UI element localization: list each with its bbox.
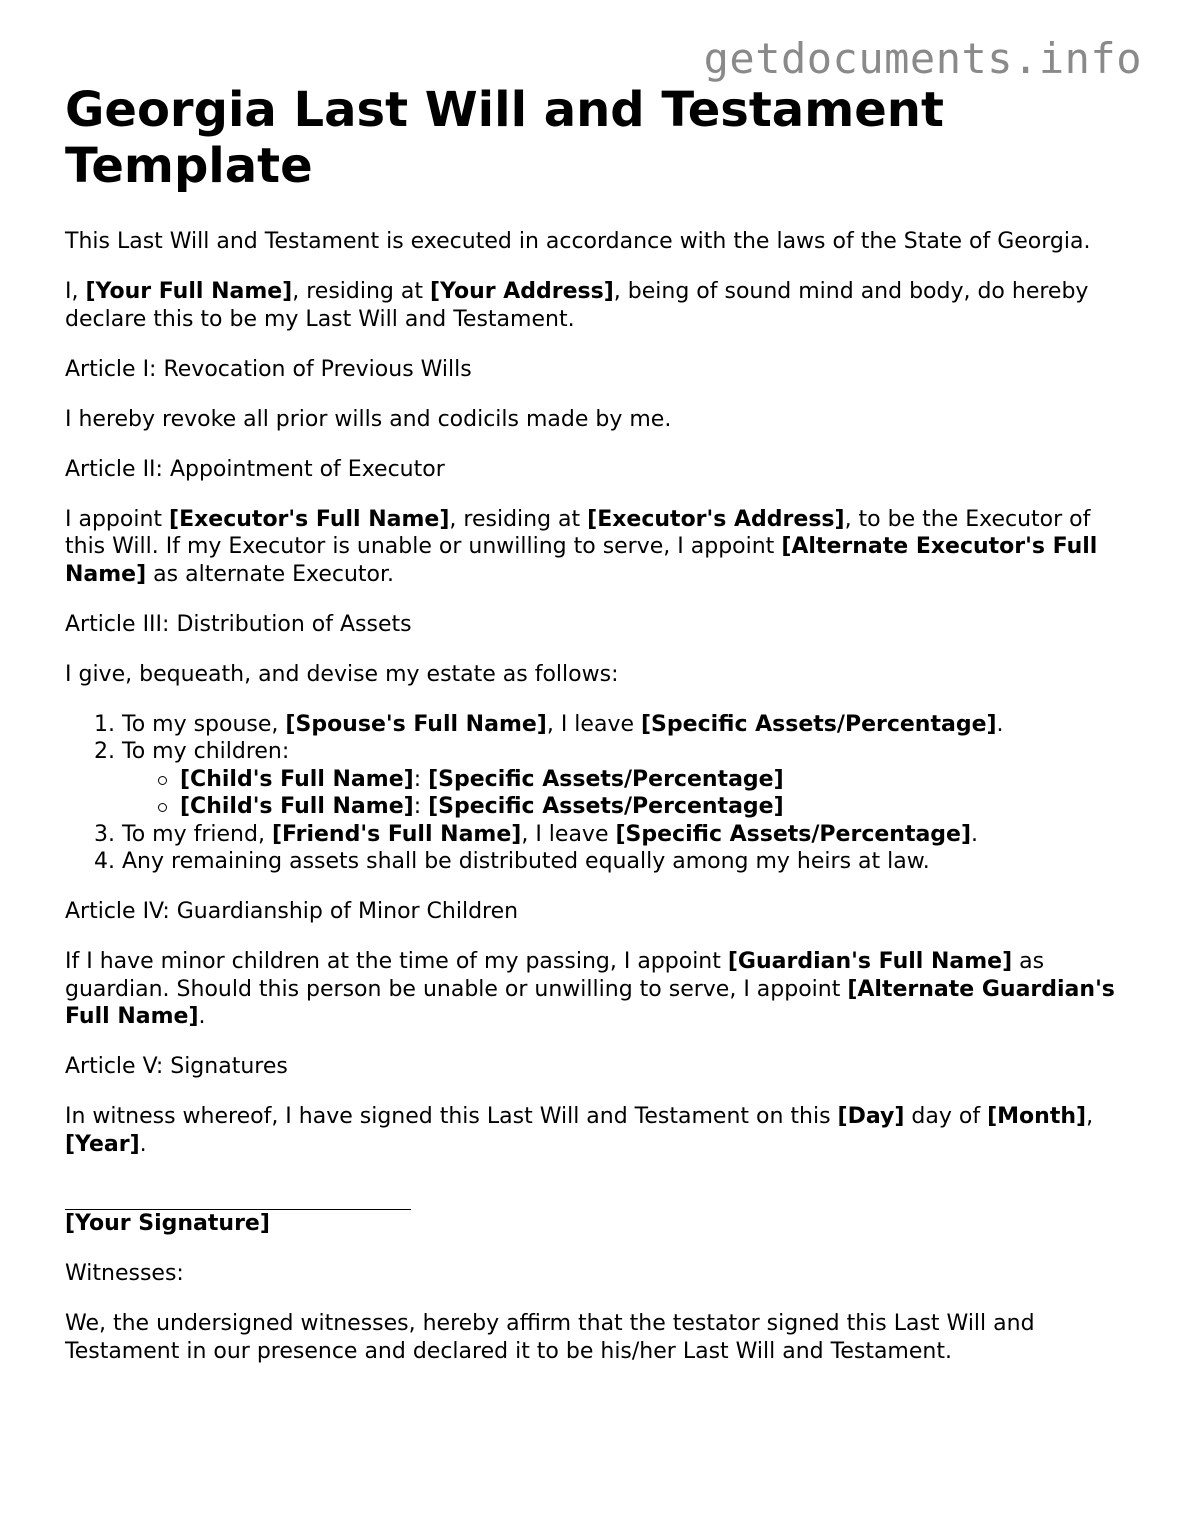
declaration-paragraph: I, [Your Full Name], residing at [Your Address], being of sound mind and body, do hereby declare this to be my Last Will and Testament. bbox=[65, 279, 1089, 332]
executor-address-placeholder: [Executor's Address] bbox=[587, 506, 845, 532]
year-placeholder: [Year] bbox=[65, 1131, 140, 1157]
children-list bbox=[122, 766, 1125, 821]
witnesses-text: We, the undersigned witnesses, hereby affirm that the testator signed this Last Will and Testament in our presence and declared it to be his/her Last Will and Testament. bbox=[65, 1311, 1035, 1364]
list-item: 2. To my children: [Child's Full Name]: [Specific Assets/Percentage] [Child's Full Name]: [Specific Assets/Percentage] bbox=[122, 738, 1125, 821]
article-4-heading: Article IV: Guardianship of Minor Children bbox=[65, 899, 519, 924]
article-1-text: I hereby revoke all prior wills and codicils made by me. bbox=[65, 406, 672, 432]
article-5-text: In witness whereof, I have signed this Last Will and Testament on this [Day] day of [Month], [Year]. bbox=[65, 1104, 1094, 1157]
list-item: [Child's Full Name]: [Specific Assets/Percentage] bbox=[180, 793, 1125, 821]
article-3-intro: I give, bequeath, and devise my estate as follows: bbox=[65, 661, 619, 687]
distribution-list bbox=[65, 711, 1125, 876]
testator-address-placeholder: [Your Address] bbox=[429, 279, 614, 304]
witnesses-heading: Witnesses: bbox=[65, 1261, 184, 1286]
list-item: 1. To my spouse, [Spouse's Full Name], I leave [Specific Assets/Percentage]. bbox=[122, 711, 1125, 739]
article-2-heading: Article II: Appointment of Executor bbox=[65, 456, 445, 482]
list-item: 3. To my friend, [Friend's Full Name], I leave [Specific Assets/Percentage]. bbox=[122, 821, 1125, 849]
signature-line bbox=[65, 1185, 411, 1210]
month-placeholder: [Month] bbox=[987, 1104, 1087, 1129]
article-2-text: I appoint [Executor's Full Name], residing at [Executor's Address], to be the Executor of this Will. If my Executor is unable or unwilling to serve, I appoint [Alternate Executor's Full Name] as alternate Executor. bbox=[65, 506, 1098, 587]
article-3-heading: Article III: Distribution of Assets bbox=[65, 611, 412, 637]
executor-name-placeholder: [Executor's Full Name] bbox=[169, 506, 450, 532]
list-item: 4. Any remaining assets shall be distributed equally among my heirs at law. bbox=[122, 848, 1125, 876]
watermark: getdocuments.info bbox=[703, 34, 1142, 83]
alternate-executor-placeholder: [Alternate Executor's Full Name] bbox=[65, 534, 1098, 587]
intro-paragraph: This Last Will and Testament is executed in accordance with the laws of the State of Georgia. bbox=[65, 229, 1091, 254]
article-4-text: If I have minor children at the time of my passing, I appoint [Guardian's Full Name] as guardian. Should this person be unable or unwilling to serve, I appoint [Alternate Guardian's Full Name]. bbox=[65, 949, 1115, 1029]
document-body bbox=[65, 82, 1125, 1365]
article-1-heading: Article I: Revocation of Previous Wills bbox=[65, 356, 472, 382]
list-item: [Child's Full Name]: [Specific Assets/Percentage] bbox=[180, 766, 1125, 794]
day-placeholder: [Day] bbox=[837, 1104, 905, 1129]
document-title: Georgia Last Will and Testament Template bbox=[65, 82, 944, 194]
article-5-heading: Article V: Signatures bbox=[65, 1054, 288, 1079]
guardian-name-placeholder: [Guardian's Full Name] bbox=[727, 949, 1013, 974]
testator-name-placeholder: [Your Full Name] bbox=[85, 279, 293, 304]
signature-label: [Your Signature] bbox=[65, 1211, 270, 1236]
alternate-guardian-placeholder: [Alternate Guardian's Full Name] bbox=[65, 976, 1115, 1029]
